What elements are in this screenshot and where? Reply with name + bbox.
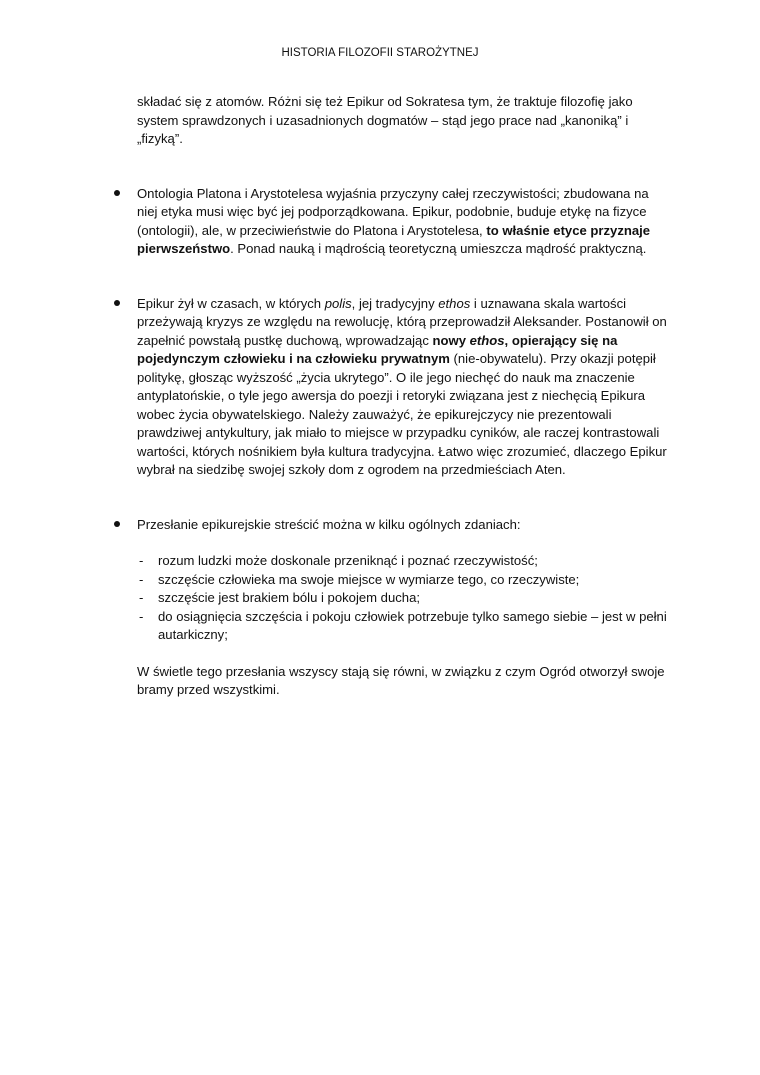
italic-text: ethos [438,295,471,311]
bullet-paragraph [137,185,667,259]
bullet-item-epicurean-message [137,516,667,535]
bold-text: to właśnie etyce przyznaje pierwszeństwo [137,222,651,256]
text-run: Epikur żył w czasach, w których [137,295,325,311]
bullet-dot-icon [114,521,120,527]
dash-marker: - [139,608,144,624]
list-item [137,552,667,571]
bullet-dot-icon [114,190,120,196]
italic-text: polis [324,295,352,311]
dash-marker: - [139,571,144,587]
list-item [137,571,667,590]
dash-list [137,552,667,645]
list-item-text: do osiągnięcia szczęścia i pokoju człowiek potrzebuje tylko samego siebie – jest w pełni autarkiczny; [158,608,667,642]
bold-text [470,333,505,348]
list-item-text: szczęście człowieka ma swoje miejsce w wymiarze tego, co rzeczywiste; [158,571,580,587]
text-run: . Ponad nauką i mądrością teoretyczną umieszcza mądrość praktyczną. [230,241,647,256]
text-run: i uznawana skala wartości przeżywają kryzys ze względu na rewolucję, którą przeprowadził Aleksander. Postanowił on zapełnić powstałą pustkę duchową, wprowadzając [137,295,667,348]
text-run: (nie-obywatelu). Przy okazji potępił politykę, głosząc wyższość „życia ukrytego”. O ile jego niechęć do nauk ma znaczenie antyplatońskie, o tyle jego awersja do poezji i retoryki związana jest z niechęcią Epikura wobec życia obywatelskiego. Należy zauważyć, że epikurejczycy nie prezentowali prawdziwej antykultury, jak miało to miejsce w przypadku cyników, ale raczej kontrastowali wartości, których nośnikiem była kultura tradycyjna. Łatwo więc zrozumieć, dlaczego Epikur wybrał na siedzibę swojej szkoły dom z ogrodem na przedmieściach Aten. [137,351,667,477]
continuation-paragraph: składać się z atomów. Różni się też Epikur od Sokratesa tym, że traktuje filozofię jako system sprawdzonych i uzasadnionych dogmatów – stąd jego prace nad „kanoniką” i „fizyką”. [137,94,633,146]
bullet-item-ethics-primacy [137,185,667,259]
text-run: Ontologia Platona i Arystotelesa wyjaśnia przyczyny całej rzeczywistości; zbudowana na niej etyka musi więc być jej podporządkowana. Epikur, podobnie, buduje etykę na fizyce (ontologii), ale, w przeciwieństwie do Platona i Arystotelesa, [137,185,649,238]
bullet-item-new-ethos [137,295,667,480]
bold-text: nowy [432,332,470,348]
closing-paragraph: W świetle tego przesłania wszyscy stają się równi, w związku z czym Ogród otworzył swoje bramy przed wszystkimi. [137,663,665,697]
bullet-paragraph [137,295,667,480]
page-content [137,93,667,700]
list-item [137,589,667,608]
bold-italic-text: ethos [469,332,505,348]
bullet-dot-icon [114,300,120,306]
text-run: , jej tradycyjny [351,295,439,311]
dash-marker: - [139,553,144,568]
dash-marker: - [139,590,144,605]
list-item-text: szczęście jest brakiem bólu i pokojem ducha; [158,590,420,605]
list-item-text: rozum ludzki może doskonale przeniknąć i poznać rzeczywistość; [158,553,538,568]
bold-text: , opierający się na pojedynczym człowieku i na człowieku prywatnym [137,332,618,366]
bullet-paragraph: Przesłanie epikurejskie streścić można w kilku ogólnych zdaniach: [137,516,521,532]
running-header: HISTORIA FILOZOFII STAROŻYTNEJ [281,47,479,59]
list-item [137,608,667,645]
